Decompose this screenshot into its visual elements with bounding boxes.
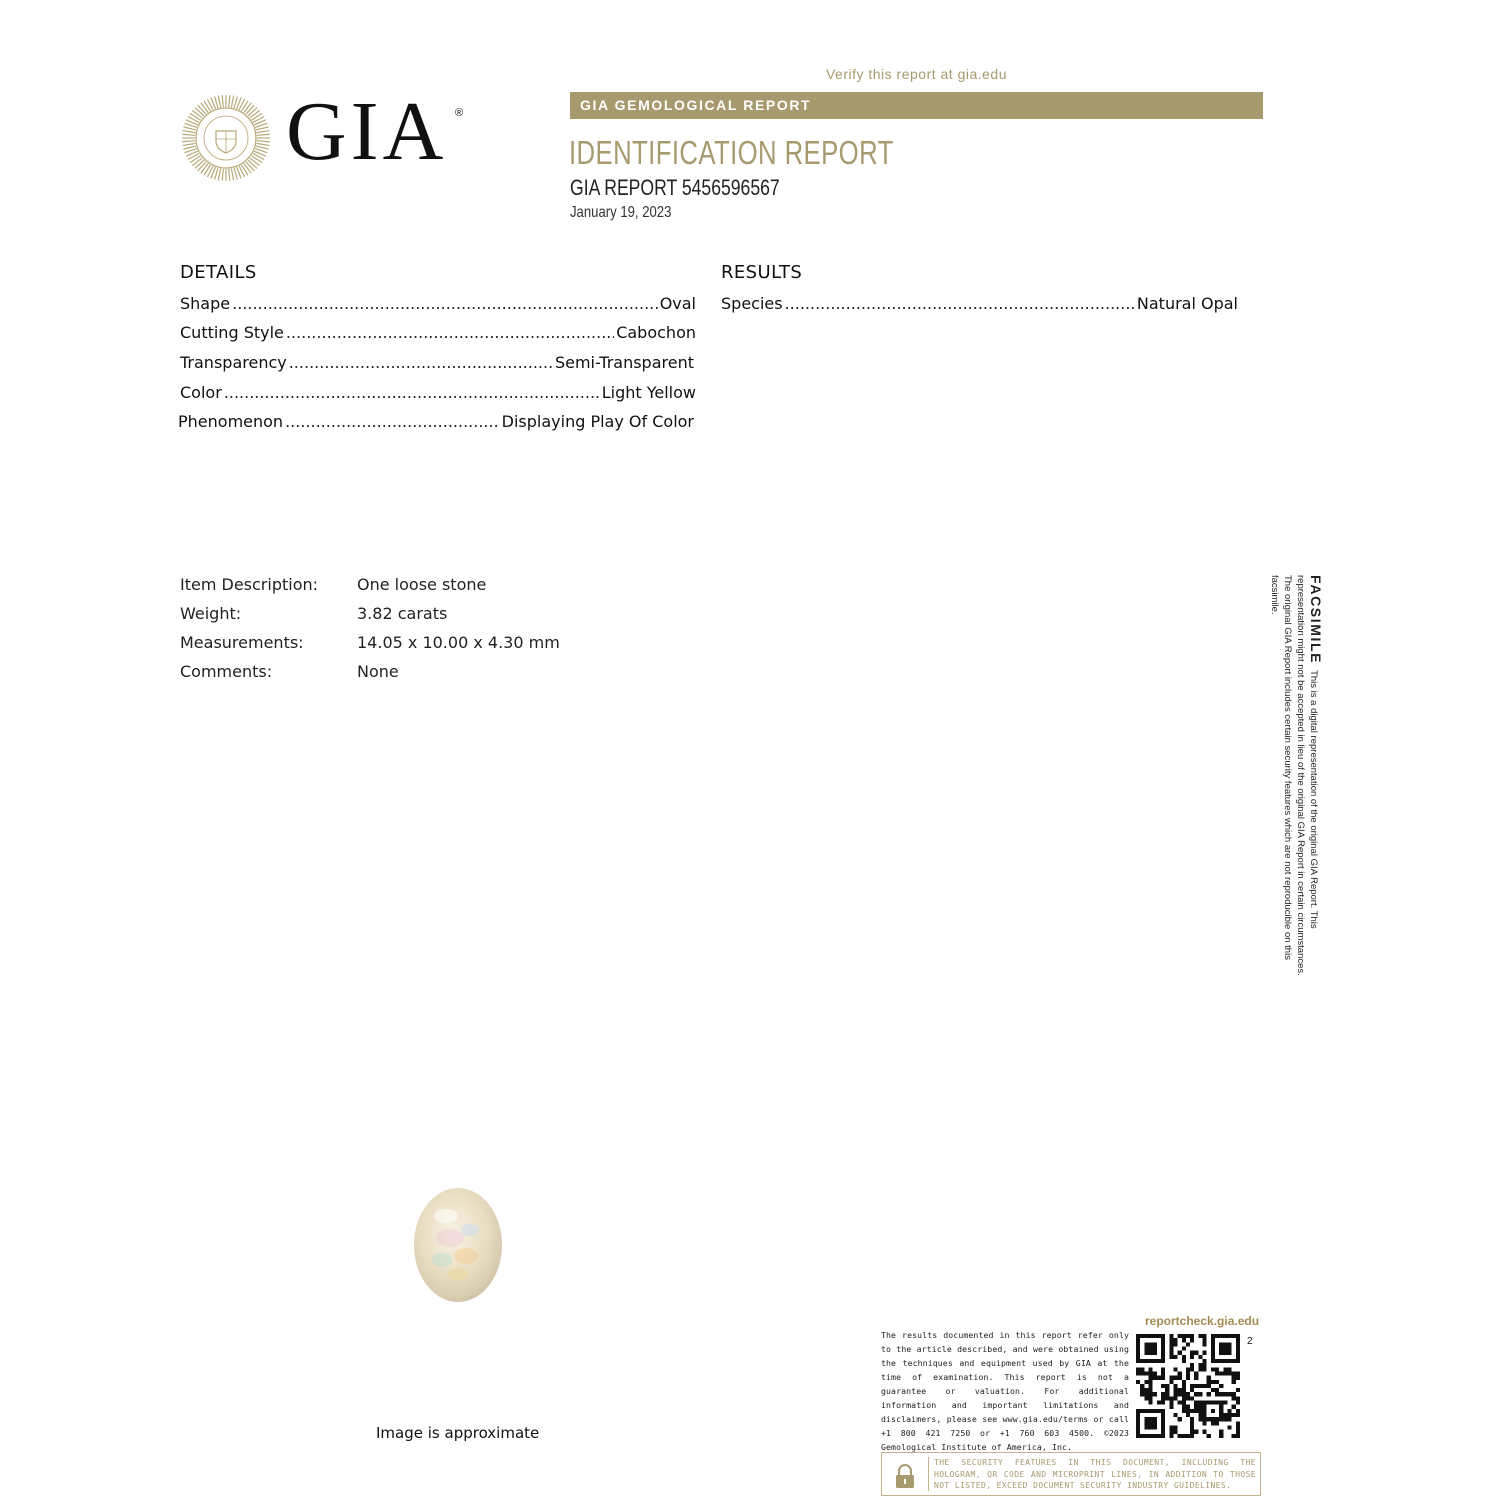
weight-value: 3.82 carats xyxy=(357,604,448,623)
measurements-value: 14.05 x 10.00 x 4.30 mm xyxy=(357,633,560,652)
measurements-label: Measurements: xyxy=(180,633,304,652)
item-description-value: One loose stone xyxy=(357,575,487,594)
result-row-species xyxy=(721,294,1238,316)
leader-dots xyxy=(285,412,500,431)
security-divider xyxy=(928,1457,929,1491)
lock-icon xyxy=(892,1463,918,1489)
detail-value: Light Yellow xyxy=(601,383,696,402)
opal-stone-image xyxy=(412,1186,504,1304)
gia-seal-logo xyxy=(178,93,274,183)
detail-value: Semi-Transparent xyxy=(554,353,694,372)
comments-label: Comments: xyxy=(180,662,273,681)
report-title: IDENTIFICATION REPORT xyxy=(569,134,894,171)
result-label: Species xyxy=(721,294,783,313)
detail-label: Transparency xyxy=(180,353,287,372)
facsimile-text: This is a digital representation of the original GIA Report. This representation might not be accepted in lieu of the original GIA Report in certain circumstances. The original GIA Report includes certain security features which are not reproducible on this facsimile. xyxy=(1269,575,1319,976)
qr-number: 2 xyxy=(1247,1336,1253,1347)
leader-dots xyxy=(232,294,658,313)
details-heading: DETAILS xyxy=(180,262,257,283)
detail-row-phenomenon xyxy=(178,412,694,434)
leader-dots xyxy=(286,323,614,342)
registered-mark: ® xyxy=(455,107,464,119)
detail-row-transparency xyxy=(180,353,694,375)
detail-value: Oval xyxy=(659,294,696,313)
reportcheck-link[interactable]: reportcheck.gia.edu xyxy=(1145,1314,1260,1328)
leader-dots xyxy=(224,383,600,402)
facsimile-title: FACSIMILE xyxy=(1308,575,1324,665)
gia-wordmark: GIA xyxy=(286,85,448,178)
detail-value: Displaying Play Of Color xyxy=(501,412,694,431)
image-caption: Image is approximate xyxy=(376,1424,540,1442)
item-description-label: Item Description: xyxy=(180,575,319,594)
detail-row-shape xyxy=(180,294,696,316)
facsimile-notice xyxy=(1269,575,1324,990)
results-heading: RESULTS xyxy=(721,262,803,283)
detail-label: Cutting Style xyxy=(180,323,284,342)
detail-label: Phenomenon xyxy=(178,412,284,431)
comments-value: None xyxy=(357,662,399,681)
security-notice-text: THE SECURITY FEATURES IN THIS DOCUMENT, INCLUDING THE HOLOGRAM, QR CODE AND MICROPRINT LINES, IN ADDITION TO THOSE NOT LISTED, EXCEED DOCUMENT SECURITY INDUSTRY GUIDELINES. xyxy=(934,1458,1256,1490)
legal-disclaimer: The results documented in this report refer only to the article described, and were obtained using the techniques and equipment used by GIA at the time of examination. This report is not a guarantee or valuation. For additional information and important limitations and disclaimers, please see www.gia.edu/terms or call +1 800 421 7250 or +1 760 603 4500. ©2023 Gemological Institute of America, Inc. xyxy=(881,1330,1129,1452)
verify-link[interactable]: Verify this report at gia.edu xyxy=(825,66,1008,82)
detail-value: Cabochon xyxy=(616,323,696,342)
detail-row-color xyxy=(180,383,696,405)
leader-dots xyxy=(289,353,553,372)
detail-row-cutting-style xyxy=(180,323,696,345)
band-label: GIA GEMOLOGICAL REPORT xyxy=(580,97,812,113)
weight-label: Weight: xyxy=(180,604,242,623)
security-notice-box xyxy=(881,1452,1261,1496)
result-value: Natural Opal xyxy=(1136,294,1238,313)
report-band xyxy=(570,92,1263,119)
detail-label: Shape xyxy=(180,294,231,313)
detail-label: Color xyxy=(180,383,222,402)
leader-dots xyxy=(785,294,1135,313)
report-date: January 19, 2023 xyxy=(570,204,672,221)
report-number: GIA REPORT 5456596567 xyxy=(570,175,780,200)
qr-code[interactable] xyxy=(1136,1334,1240,1438)
